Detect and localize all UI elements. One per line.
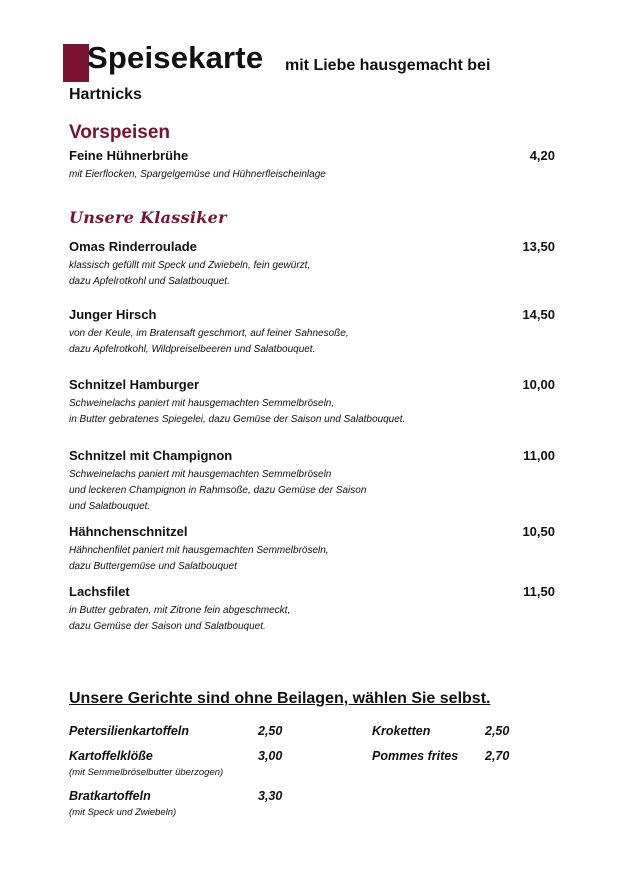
side-dish-note: (mit Semmelbröselbutter überzogen) xyxy=(69,767,224,778)
description-line: dazu Gemüse der Saison und Salatbouquet. xyxy=(69,621,266,632)
menu-item-price: 14,50 xyxy=(522,307,555,322)
description-line: Hähnchenfilet paniert mit hausgemachten Semmelbröseln, xyxy=(69,545,329,556)
menu-item-name: Junger Hirsch xyxy=(69,307,157,322)
side-dish-price: 2,70 xyxy=(485,749,510,763)
menu-item-name: Omas Rinderroulade xyxy=(69,239,197,254)
side-dish-name: Petersilienkartoffeln xyxy=(69,724,189,738)
menu-item-name: Schnitzel Hamburger xyxy=(69,377,200,392)
page-subtitle: mit Liebe hausgemacht bei xyxy=(285,57,491,74)
menu-item-price: 10,00 xyxy=(522,377,555,392)
side-dish-name: Kroketten xyxy=(372,724,431,738)
sides-title: Unsere Gerichte sind ohne Beilagen, wählen Sie selbst. xyxy=(69,690,491,707)
side-dish-name: Pommes frites xyxy=(372,749,459,763)
side-dish-name: Bratkartoffeln xyxy=(69,789,151,803)
description-line: dazu Apfelrotkohl, Wildpreiselbeeren und Salatbouquet. xyxy=(69,344,316,355)
description-line: und Salatbouquet. xyxy=(69,501,151,512)
side-dish-price: 2,50 xyxy=(258,724,283,738)
description-line: in Butter gebraten, mit Zitrone fein abgeschmeckt, xyxy=(69,605,291,616)
menu-item-description xyxy=(69,167,555,183)
menu-item-price: 11,00 xyxy=(523,448,555,463)
menu-item-name: Hähnchenschnitzel xyxy=(69,524,188,539)
menu-item-description xyxy=(69,326,555,358)
menu-item xyxy=(69,584,555,635)
side-dish-price: 2,50 xyxy=(485,724,510,738)
page-subtitle-line2: Hartnicks xyxy=(69,86,142,103)
menu-item xyxy=(69,524,555,575)
menu-item-price: 13,50 xyxy=(522,239,555,254)
side-dish-price: 3,00 xyxy=(258,749,283,763)
menu-item-price: 4,20 xyxy=(529,148,555,163)
menu-item xyxy=(69,239,555,290)
description-line: und leckeren Champignon in Rahmsoße, dazu Gemüse der Saison xyxy=(69,485,367,496)
description-line: dazu Apfelrotkohl und Salatbouquet. xyxy=(69,276,230,287)
menu-item xyxy=(69,148,555,183)
side-dish-price: 3,30 xyxy=(258,789,283,803)
menu-item-description xyxy=(69,467,555,515)
menu-item xyxy=(69,448,555,515)
menu-item xyxy=(69,377,555,428)
menu-item-name: Feine Hühnerbrühe xyxy=(69,148,189,163)
side-dish-note: (mit Speck und Zwiebeln) xyxy=(69,807,177,818)
section-title-classics: Unsere Klassiker xyxy=(69,208,227,227)
title-accent-bar xyxy=(63,44,89,82)
menu-item-description xyxy=(69,603,555,635)
description-line: mit Eierflocken, Spargelgemüse und Hühnerfleischeinlage xyxy=(69,169,326,180)
description-line: dazu Buttergemüse und Salatbouquet xyxy=(69,561,237,572)
menu-item-price: 10,50 xyxy=(522,524,555,539)
side-dish-name: Kartoffelklöße xyxy=(69,749,153,763)
description-line: Schweinelachs paniert mit hausgemachten Semmelbröseln xyxy=(69,469,332,480)
menu-item-description xyxy=(69,543,555,575)
description-line: Schweinelachs paniert mit hausgemachten Semmelbröseln, xyxy=(69,398,335,409)
menu-item-name: Lachsfilet xyxy=(69,584,130,599)
section-title-starters: Vorspeisen xyxy=(69,122,171,143)
menu-item-description xyxy=(69,396,555,428)
description-line: in Butter gebratenes Spiegelei, dazu Gemüse der Saison und Salatbouquet. xyxy=(69,414,406,425)
page-title: Speisekarte xyxy=(87,40,264,75)
description-line: klassisch gefüllt mit Speck und Zwiebeln, fein gewürzt, xyxy=(69,260,311,271)
description-line: von der Keule, im Bratensaft geschmort, auf feiner Sahnesoße, xyxy=(69,328,349,339)
menu-item-price: 11,50 xyxy=(523,584,555,599)
menu-item-name: Schnitzel mit Champignon xyxy=(69,448,233,463)
menu-item-description xyxy=(69,258,555,290)
menu-item xyxy=(69,307,555,358)
